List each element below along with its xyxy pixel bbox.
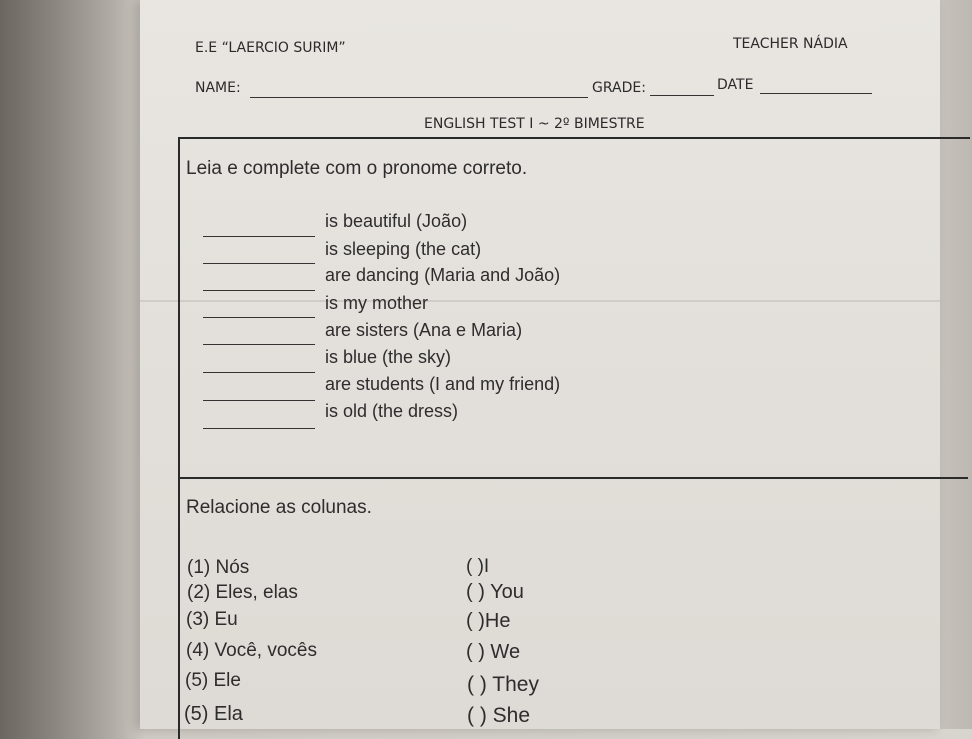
sentence-6: is blue (the sky) [325, 347, 452, 367]
date-label: DATE [717, 77, 754, 93]
answer-blank-4[interactable] [203, 317, 315, 318]
right-column-item-1[interactable]: ( )I [466, 556, 490, 577]
answer-blank-2[interactable] [203, 263, 315, 264]
right-column-item-2[interactable]: ( ) You [466, 581, 524, 603]
left-column-item-2: (2) Eles, elas [187, 582, 298, 603]
grade-blank[interactable] [650, 95, 714, 96]
sentence-3: are dancing (Maria and João) [325, 265, 561, 285]
name-label: NAME: [195, 80, 241, 96]
answer-blank-5[interactable] [203, 344, 315, 345]
answer-blank-6[interactable] [203, 372, 315, 373]
section-divider [178, 477, 968, 479]
right-column-item-4[interactable]: ( ) We [466, 641, 521, 663]
section2-instruction: Relacione as colunas. [186, 497, 372, 518]
name-blank[interactable] [250, 97, 588, 98]
sentence-4: is my mother [325, 293, 429, 313]
grade-label: GRADE: [592, 80, 646, 96]
left-column-item-5: (5) Ele [185, 670, 241, 691]
left-column-item-6: (5) Ela [184, 703, 243, 725]
sentence-5: are sisters (Ana e Maria) [325, 320, 523, 340]
date-blank[interactable] [760, 93, 872, 94]
sentence-7: are students (I and my friend) [325, 374, 561, 394]
right-column-item-5[interactable]: ( ) They [467, 673, 539, 696]
test-title: ENGLISH TEST I ~ 2º BIMESTRE [424, 116, 645, 132]
teacher-name: TEACHER NÁDIA [733, 36, 848, 52]
left-column-item-1: (1) Nós [187, 557, 250, 578]
answer-blank-1[interactable] [203, 236, 315, 237]
section1-instruction: Leia e complete com o pronome correto. [186, 158, 528, 179]
answer-blank-3[interactable] [203, 290, 315, 291]
right-column-item-6[interactable]: ( ) She [467, 704, 531, 727]
sentence-8: is old (the dress) [325, 401, 459, 421]
left-column-item-4: (4) Você, vocês [186, 640, 317, 661]
answer-blank-8[interactable] [203, 428, 315, 429]
sentence-2: is sleeping (the cat) [325, 239, 482, 259]
answer-blank-7[interactable] [203, 400, 315, 401]
left-column-item-3: (3) Eu [186, 609, 238, 630]
sentence-1: is beautiful (João) [325, 211, 468, 231]
school-name: E.E “LAERCIO SURIM” [195, 40, 346, 56]
right-column-item-3[interactable]: ( )He [466, 610, 511, 632]
